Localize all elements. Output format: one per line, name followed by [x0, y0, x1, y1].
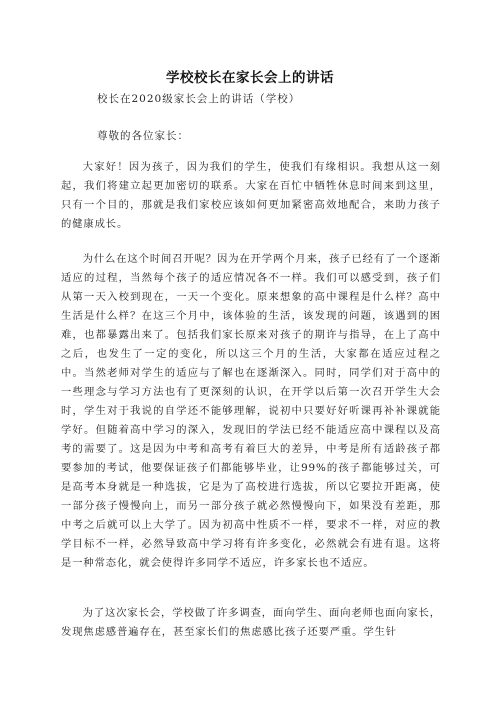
paragraph-timing: 为什么在这个时间召开呢？因为在开学两个月来，孩子已经有了一个逐渐适应的过程，当然每个孩子的适应情况各不一样。我们可以感受到，孩子们从第一天入校到现在，一天一个变化。原来想象的高中课程是什么样？高中生活是什么样？在这三个月中，该体验的生活，该发现的问题，该遇到的困难，也都暴露出来了。包括我们家长原来对孩子的期许与指导，在上了高中之后，也发生了一定的变化，所以这三个月的生活，大家都在适应过程之中。当然老师对学生的适应与了解也在逐渐深入。同时，同学们对于高中的一些理念与学习方法也有了更深刻的认识，在开学以后第一次召开学生大会时，学生对于我说的自学还不能够理解，说初中只要好好听课再补补课就能学好。但随着高中学习的深入，发现旧的学法已经不能适应高中课程以及高考的需要了。这是因为中考和高考有着巨大的差异，中考是所有适龄孩子都要参加的考试，他要保证孩子们都能够毕业，让99%的孩子都能够过关，可是高考本身就是一种选拔，它是为了高校进行选拔，所以它要拉开距离，使一部分孩子慢慢向上，而另一部分孩子就必然慢慢向下，如果没有差距，那中考之后就可以上大学了。因为初高中性质不一样，要求不一样，对应的教学目标不一样，必然导致高中学习将有许多变化，必然就会有进有退。这将是一种常态化，就会使得许多同学不适应，许多家长也不适应。	[61, 253, 441, 569]
greeting-line: 尊敬的各位家长：	[97, 130, 189, 142]
document-title: 学校校长在家长会上的讲话	[166, 70, 334, 86]
paragraph-opening: 大家好！因为孩子，因为我们的学生，使我们有缘相识。我想从这一刻起，我们将建立起更加密切的联系。大家在百忙中牺牲休息时间来到这里，只有一个目的，那就是我们家校应该如何更加紧密高效地配合，来助力孩子的健康成长。	[61, 161, 441, 230]
document-subtitle: 校长在2020级家长会上的讲话（学校）	[97, 93, 301, 105]
paragraph-survey: 为了这次家长会，学校做了许多调查，面向学生、面向老师也面向家长，发现焦虑感普遍存在，甚至家长们的焦虑感比孩子还要严重。学生针	[61, 607, 441, 638]
